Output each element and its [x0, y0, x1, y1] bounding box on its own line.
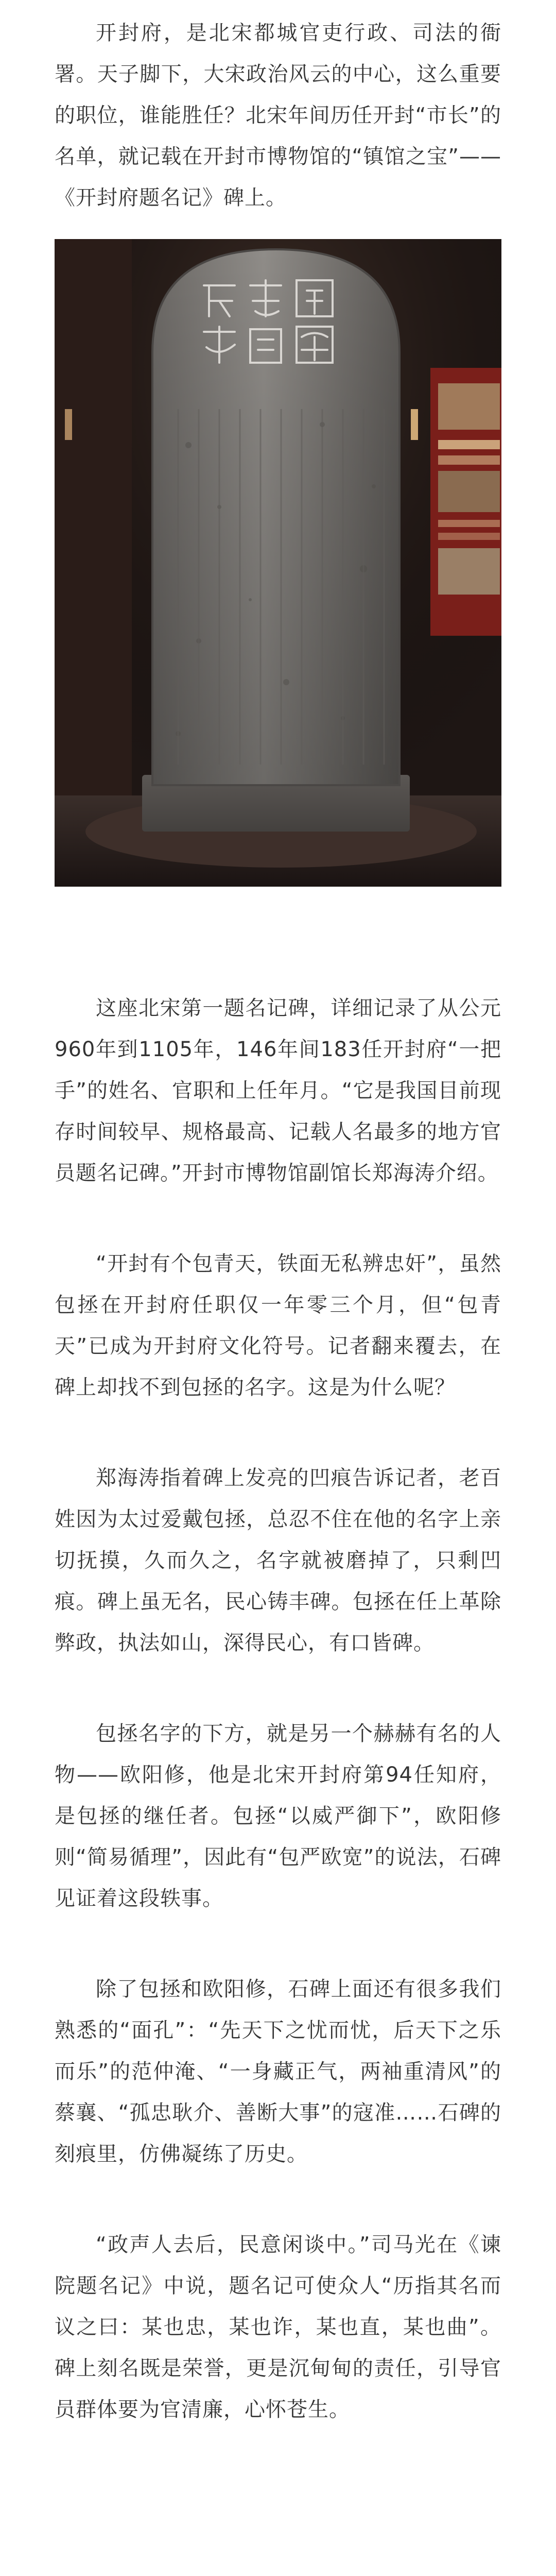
- paragraph-famous-faces: 除了包拯和欧阳修，石碑上面还有很多我们熟悉的“面孔”：“先天下之忧而忧，后天下之乐而乐”的范仲淹、“一身藏正气，两袖重清风”的蔡襄、“孤忠耿介、善断大事”的寇准……石碑的刻痕里，仿佛凝练了历史。: [55, 1977, 501, 2166]
- paragraph-ouyang-xiu: 包拯名字的下方，就是另一个赫赫有名的人物——欧阳修，他是北宋开封府第94任知府，是包拯的继任者。包拯“以威严御下”，欧阳修则“简易循理”，因此有“包严欧宽”的说法，石碑见证着这段轶事。: [55, 1722, 501, 1910]
- paragraph-bao-qingtian: “开封有个包青天，铁面无私辨忠奸”，虽然包拯在开封府任职仅一年零三个月，但“包青天”已成为开封府文化符号。记者翻来覆去，在碑上却找不到包拯的名字。这是为什么呢？: [55, 1252, 501, 1399]
- paragraph-worn-name: 郑海涛指着碑上发亮的凹痕告诉记者，老百姓因为太过爱戴包拯，总忍不住在他的名字上亲切抚摸，久而久之，名字就被磨掉了，只剩凹痕。碑上虽无名，民心铸丰碑。包拯在任上革除弊政，执法如山，深得民心，有口皆碑。: [55, 1466, 501, 1655]
- stele-photo: [55, 239, 501, 887]
- paragraph-intro: 开封府，是北宋都城官吏行政、司法的衙署。天子脚下，大宋政治风云的中心，这么重要的职位，谁能胜任？北宋年间历任开封“市长”的名单，就记载在开封市博物馆的“镇馆之宝”——《开封府题名记》碑上。: [55, 21, 501, 210]
- paragraph-sima-guang: “政声人去后，民意闲谈中。”司马光在《谏院题名记》中说，题名记可使众人“历指其名而议之曰：某也忠，某也诈，某也直，某也曲”。碑上刻名既是荣誉，更是沉甸甸的责任，引导官员群体要为官清廉，心怀苍生。: [55, 2233, 501, 2421]
- article-body: [55, 12, 501, 2430]
- paragraph-stele-record: 这座北宋第一题名记碑，详细记录了从公元960年到1105年，146年间183任开封府“一把手”的姓名、官职和上任年月。“它是我国目前现存时间较早、规格最高、记载人名最多的地方官员题名记碑。”开封市博物馆副馆长郑海涛介绍。: [55, 996, 501, 1185]
